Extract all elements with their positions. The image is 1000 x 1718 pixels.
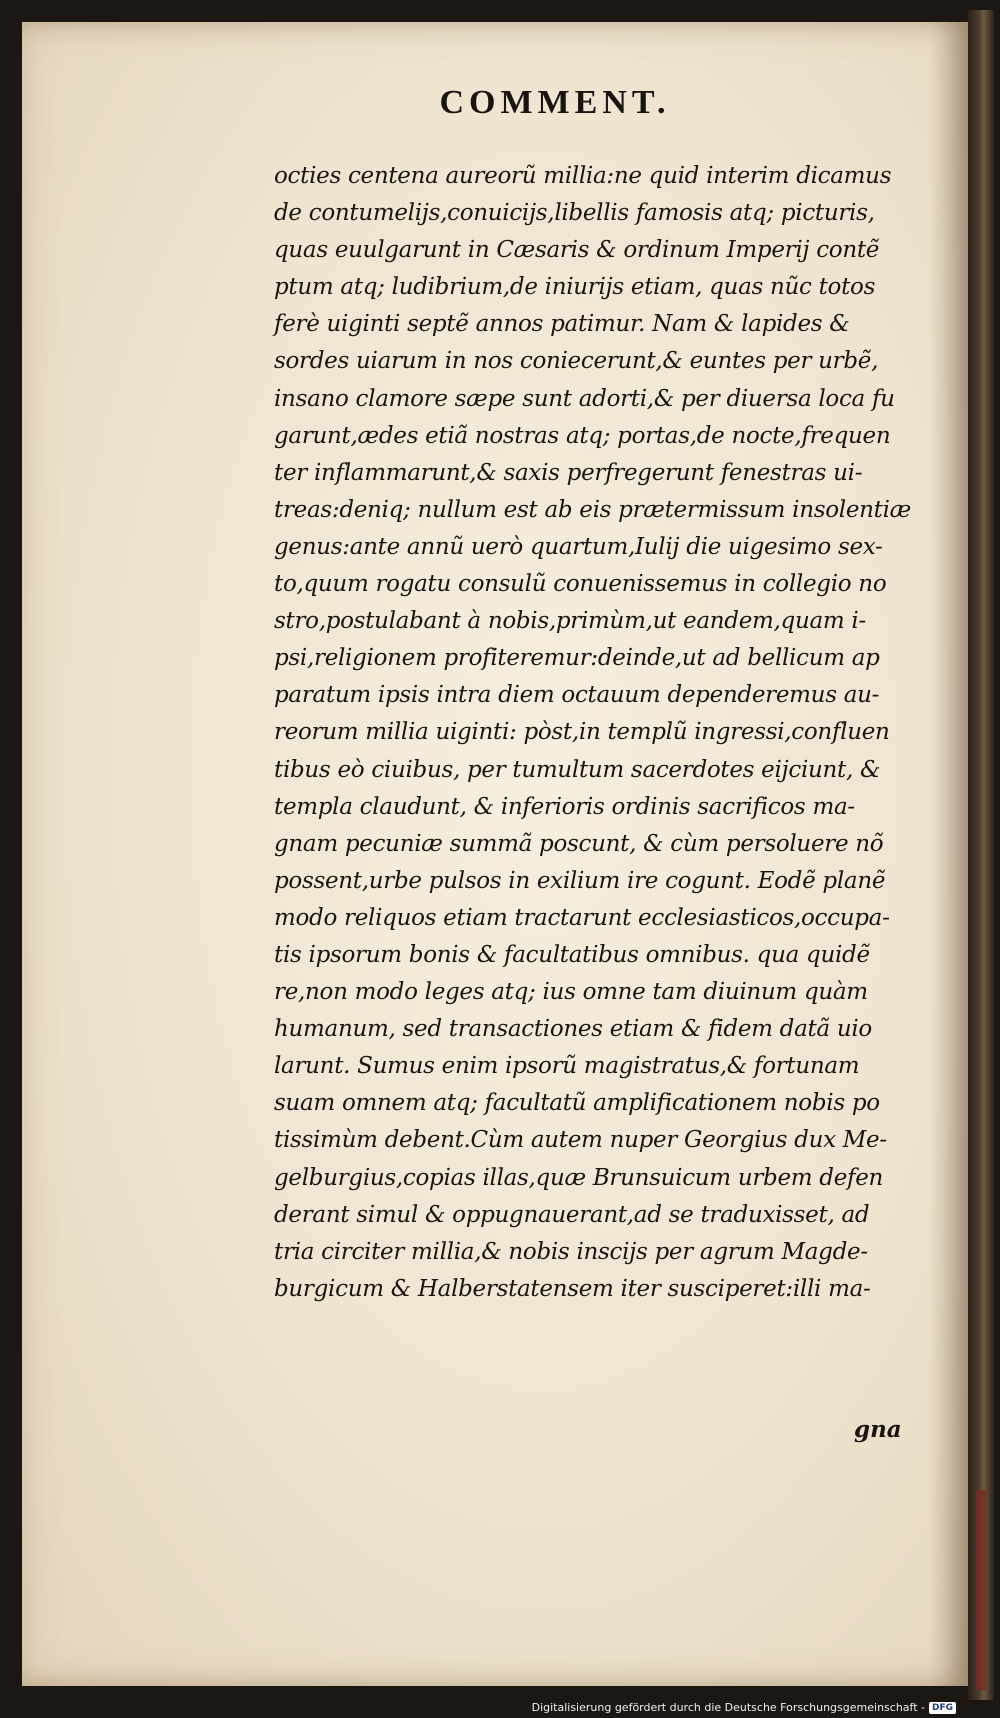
digitization-credit <box>532 1701 956 1714</box>
text-line: templa claudunt, & inferioris ordinis sacrificos ma- <box>274 793 855 820</box>
running-head: COMMENT. <box>439 84 671 121</box>
book-page <box>22 22 968 1686</box>
text-line: garunt,ædes etiã nostras atq; portas,de nocte,frequen <box>274 422 891 449</box>
gutter-shadow <box>928 22 968 1686</box>
text-line: ter inflammarunt,& saxis perfregerunt fenestras ui- <box>274 459 863 486</box>
text-line: humanum, sed transactiones etiam & fidem datã uio <box>274 1016 872 1043</box>
text-line: modo reliquos etiam tractarunt ecclesiasticos,occupa- <box>274 904 890 931</box>
book-page-edges <box>968 10 994 1700</box>
text-line: octies centena aureorũ millia:ne quid interim dicamus <box>274 163 892 189</box>
text-line: re,non modo leges atq; ius omne tam diuinum quàm <box>274 979 868 1006</box>
text-line: tibus eò ciuibus, per tumultum sacerdotes eijciunt, & <box>274 756 881 783</box>
text-line: possent,urbe pulsos in exilium ire cogunt. Eodẽ planẽ <box>274 867 886 894</box>
text-line: quas euulgarunt in Cæsaris & ordinum Imperij contẽ <box>274 237 880 264</box>
text-line: sordes uiarum in nos coniecerunt,& euntes per urbẽ, <box>274 348 879 375</box>
text-line: tria circiter millia,& nobis inscijs per agrum Magde- <box>274 1238 868 1265</box>
text-line: reorum millia uiginti: pòst,in templũ ingressi,confluen <box>274 719 890 746</box>
text-line: gnam pecuniæ summã poscunt, & cùm persoluere nõ <box>274 830 884 857</box>
text-line: tis ipsorum bonis & facultatibus omnibus. qua quidẽ <box>274 941 870 968</box>
text-line: ptum atq; ludibrium,de iniurijs etiam, quas nũc totos <box>274 274 876 301</box>
text-line: stro,postulabant à nobis,primùm,ut eandem,quam i- <box>274 608 866 635</box>
text-line: paratum ipsis intra diem octauum dependeremus au- <box>274 682 880 709</box>
text-line: suam omnem atq; facultatũ amplificationem nobis po <box>274 1090 880 1117</box>
text-line: ferè uiginti septẽ annos patimur. Nam & lapides & <box>274 311 850 338</box>
text-line: derant simul & oppugnauerant,ad se traduxisset, ad <box>274 1201 870 1228</box>
text-line: tissimùm debent.Cùm autem nuper Georgius dux Me- <box>274 1127 887 1154</box>
text-line: treas:deniq; nullum est ab eis prætermissum insolentiæ <box>274 496 911 523</box>
text-line: insano clamore sæpe sunt adorti,& per diuersa loca fu <box>274 385 895 412</box>
dfg-logo: DFG <box>929 1702 956 1714</box>
body-text <box>274 158 934 1308</box>
text-line: de contumelijs,conuicijs,libellis famosis atq; picturis, <box>274 200 875 227</box>
catchword: gna <box>854 1416 902 1443</box>
text-line: to,quum rogatu consulũ conuenissemus in collegio no <box>274 571 887 598</box>
text-line: psi,religionem profiteremur:deinde,ut ad bellicum ap <box>274 645 880 672</box>
text-line: gelburgius,copias illas,quæ Brunsuicum urbem defen <box>274 1164 884 1191</box>
text-line: genus:ante annũ uerò quartum,Iulij die uigesimo sex- <box>274 533 883 560</box>
text-line: burgicum & Halberstatensem iter susciperet:illi ma- <box>274 1275 871 1302</box>
credit-text: Digitalisierung gefördert durch die Deutsche Forschungsgemeinschaft - <box>531 1701 925 1714</box>
text-line: larunt. Sumus enim ipsorũ magistratus,& fortunam <box>274 1053 860 1080</box>
